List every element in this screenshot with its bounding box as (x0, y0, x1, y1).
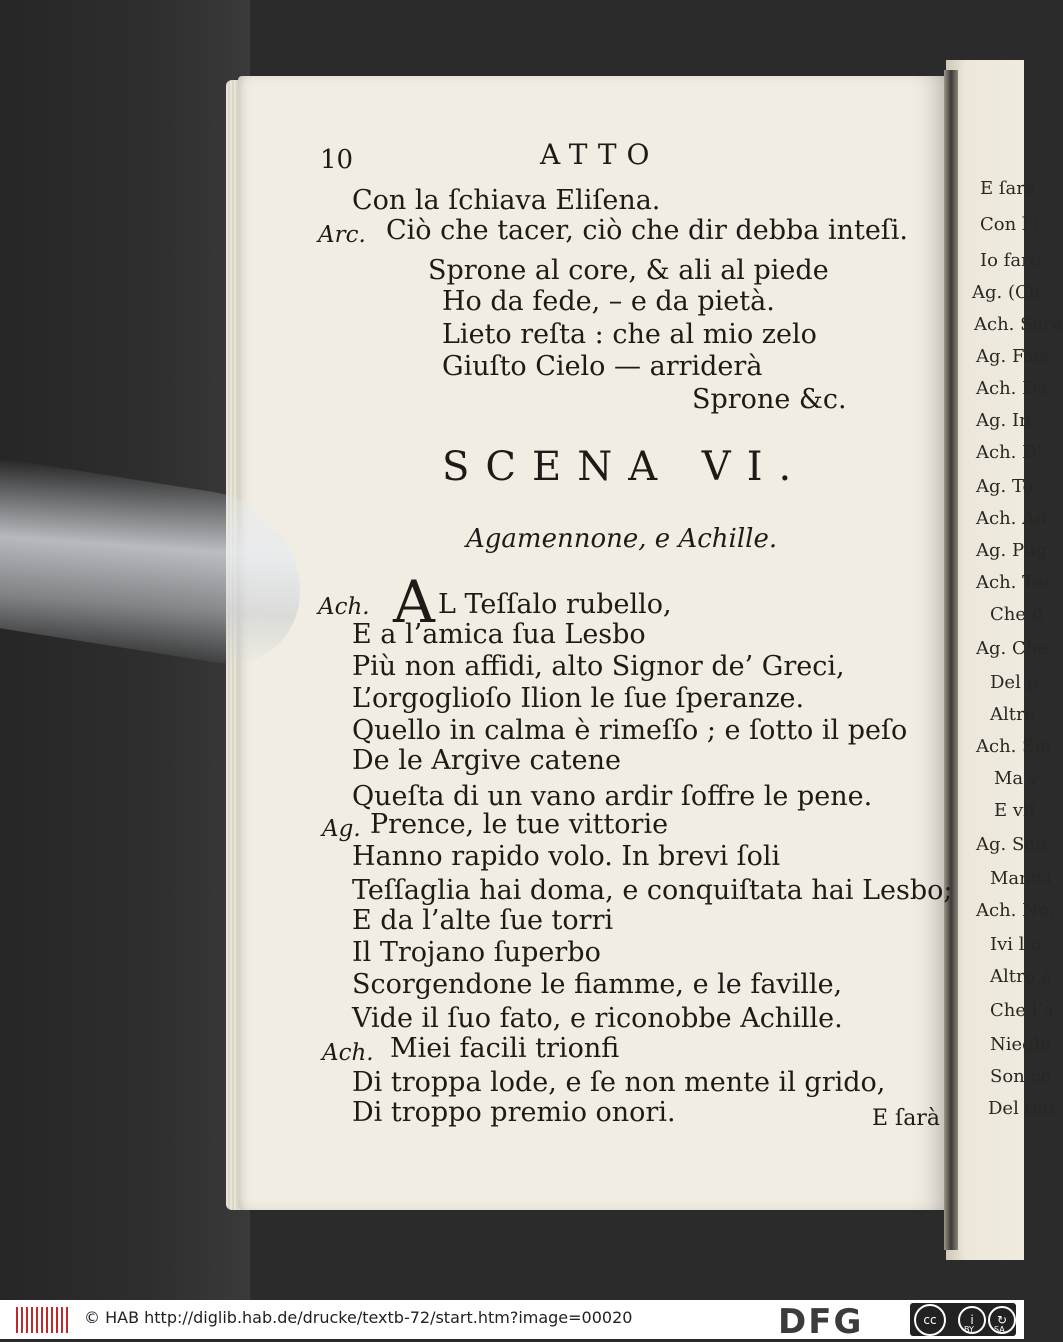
cc-license-badge[interactable] (910, 1303, 1016, 1336)
aria-line: Ho da fede, – e da pietà. (442, 286, 775, 317)
next-page-fragment: Son co (990, 1066, 1052, 1087)
next-page-fragment: Ach. No, (976, 900, 1055, 921)
aria-line: Sprone &c. (692, 384, 847, 415)
page-number: 10 (320, 145, 354, 175)
verse-line: L Teſſalo rubello, (438, 589, 672, 620)
book-gutter (944, 70, 958, 1250)
next-page-fragment: Ag. Pug (976, 540, 1048, 561)
footer-bar (0, 1300, 1024, 1342)
license-sa-label: SA (994, 1325, 1005, 1334)
verse-line: Miei facili trionfi (390, 1033, 620, 1064)
cc-icon: cc (914, 1304, 946, 1336)
verse-line: Di troppa lode, e ſe non mente il grido, (352, 1067, 886, 1098)
aria-line: Sprone al core, & ali al piede (428, 255, 829, 286)
next-page-fragment: Del p (990, 672, 1039, 693)
next-page-fragment: Ach. Ter (976, 572, 1052, 593)
verse-line: Il Trojano ſuperbo (352, 937, 601, 968)
next-page-fragment: Ach. Sia (976, 736, 1051, 757)
next-page-fragment: Ach. Ad (976, 508, 1047, 529)
next-page-fragment: Ach. De’ (976, 378, 1053, 399)
running-head: ATTO (540, 138, 660, 171)
verse-line: Quello in calma è rimeſſo ; e ſotto il peſo (352, 715, 908, 746)
next-page-fragment: Ach. Sarà (974, 314, 1063, 335)
speaker-label: Arc. (318, 222, 366, 248)
verse-line: Più non affidi, alto Signor de’ Greci, (352, 651, 845, 682)
next-page-fragment: Ivi l’o (990, 934, 1042, 955)
next-page-fragment: Ag. To (976, 476, 1034, 497)
attribution-icon: i (958, 1306, 986, 1334)
license-by-label: BY (964, 1325, 974, 1334)
background-left (0, 0, 250, 1300)
catchword: E ſarà (872, 1106, 940, 1131)
verse-line: Hanno rapido volo. In brevi ſoli (352, 841, 781, 872)
verse-line: Queſta di un vano ardir ſoffre le pene. (352, 781, 873, 812)
next-page-fragment: Manca (990, 868, 1052, 889)
next-page-fragment: Altro (990, 704, 1036, 725)
dfg-logo: DFG (778, 1302, 864, 1342)
verse-line: L’orgoglioſo Ilion le ſue ſperanze. (352, 683, 805, 714)
next-page-fragment: Ach. D’ (976, 442, 1043, 463)
next-page-fragment: Che l’a (990, 1000, 1054, 1021)
speaker-label: Ach. (318, 594, 370, 620)
verse-line: Ciò che tacer, ciò che dir debba inteſi. (386, 215, 909, 246)
next-page-fragment: Ag. Sen (976, 834, 1047, 855)
speaker-label: Ag. (322, 816, 361, 842)
next-page-fragment: Ag. Che (976, 638, 1048, 659)
aria-line: Lieto reſta : che al mio zelo (442, 319, 817, 350)
next-page-fragment: Ag. Facc (976, 346, 1055, 367)
next-page-fragment: Ag. (Ch (972, 282, 1041, 303)
next-page-fragment: Con l’i (980, 214, 1040, 235)
verse-line: Teſſaglia hai doma, e conquiſtata hai Lesbo; (352, 875, 953, 906)
verse-line: De le Argive catene (352, 745, 621, 776)
next-page-fragment: E viſ (994, 800, 1036, 821)
verse-line: Di troppo premio onori. (352, 1097, 676, 1128)
next-page-fragment: Io farò (980, 250, 1041, 271)
verse-line: Scorgendone le fiamme, e le faville, (352, 969, 843, 1000)
drop-cap: A (393, 568, 435, 636)
scene-characters: Agamennone, e Achille. (466, 524, 778, 554)
next-page-fragment: Ag. In (976, 410, 1031, 431)
verse-line: Vide il ſuo fato, e riconobbe Achille. (352, 1003, 843, 1034)
speaker-label: Ach. (322, 1040, 374, 1066)
source-link[interactable]: © HAB http://diglib.hab.de/drucke/textb-72/start.htm?image=00020 (84, 1308, 633, 1327)
verse-line: E a l’amica ſua Lesbo (352, 619, 646, 650)
next-page-fragment: Che d (990, 604, 1044, 625)
next-page-fragment: Ma v (994, 768, 1040, 789)
scene-title: SCENA VI. (442, 444, 808, 490)
share-alike-icon: ↻ (988, 1306, 1016, 1334)
hab-barcode-icon (16, 1307, 68, 1333)
next-page-fragment: E ſarà (980, 178, 1036, 199)
verse-line: Con la ſchiava Eliſena. (352, 185, 661, 216)
verse-line: Prence, le tue vittorie (370, 809, 669, 840)
next-page-fragment: Nieghi (990, 1034, 1052, 1055)
verse-line: E da l’alte ſue torri (352, 905, 614, 936)
next-page-fragment: Altro à (990, 966, 1052, 987)
aria-line: Giuſto Cielo — arriderà (442, 351, 763, 382)
next-page-fragment: Del tuo (988, 1098, 1055, 1119)
